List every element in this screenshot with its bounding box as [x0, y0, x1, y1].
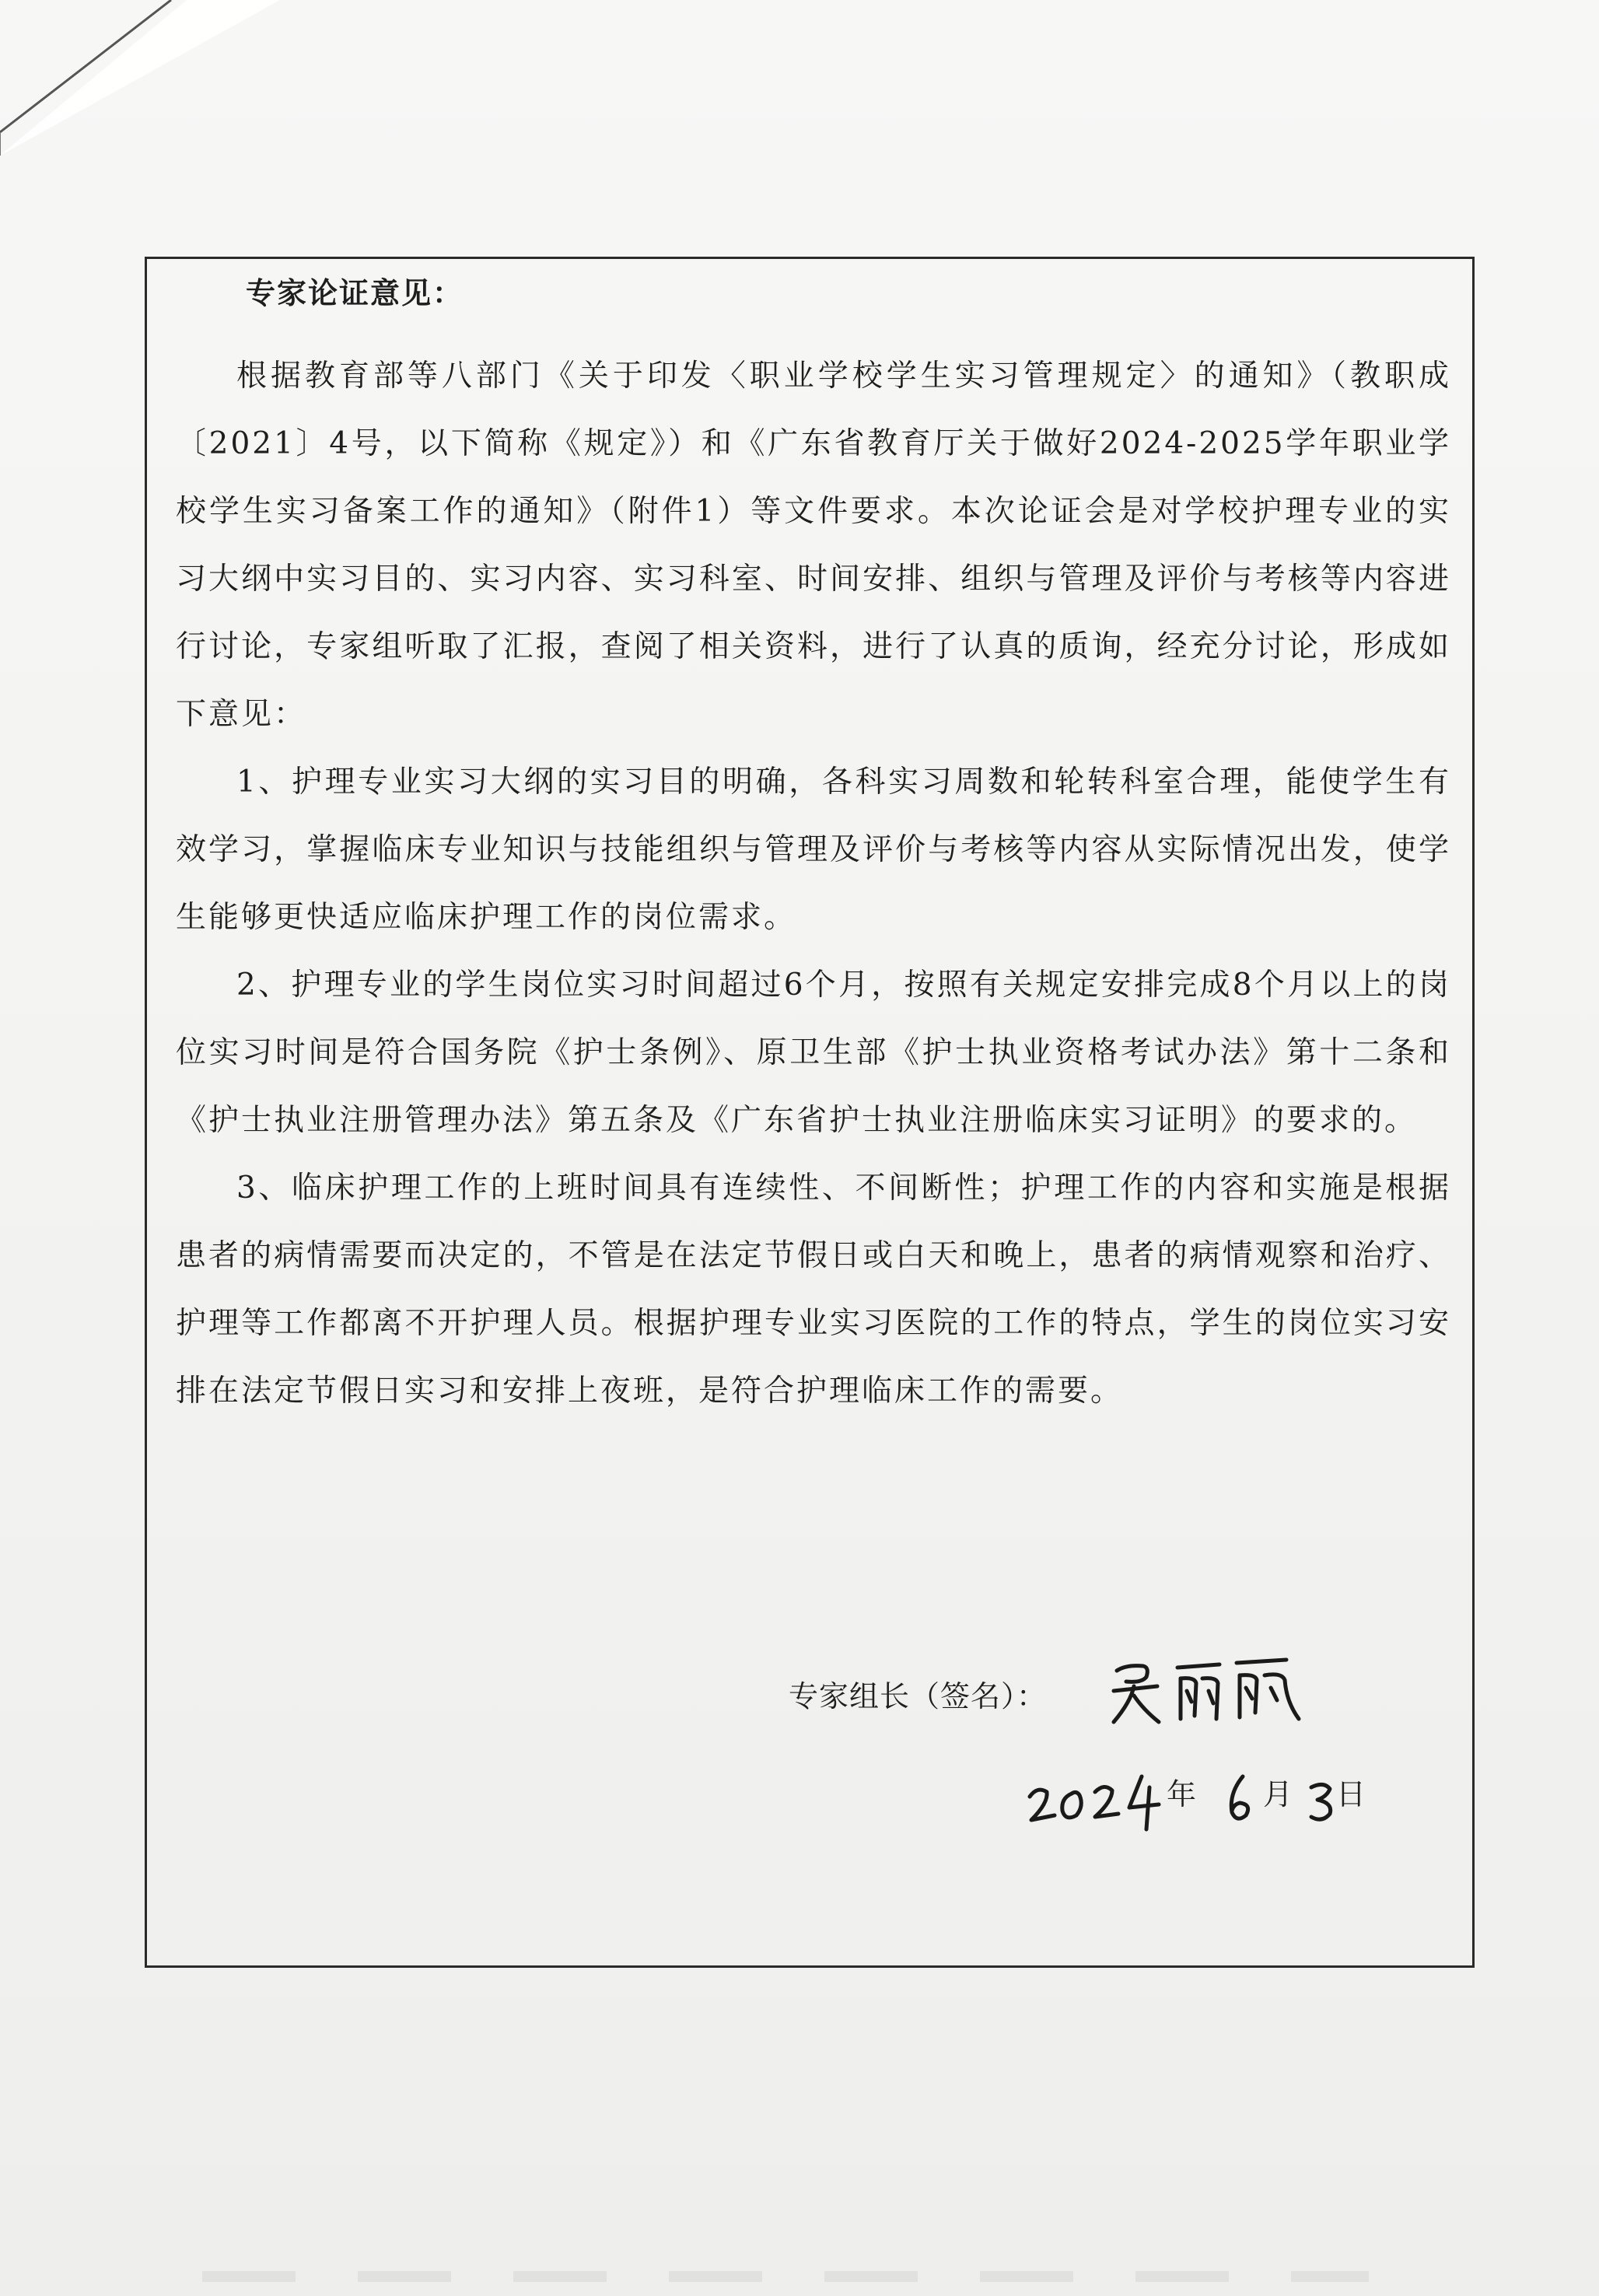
date-month-unit: 月: [1263, 1777, 1293, 1811]
date-day-unit: 日: [1336, 1777, 1366, 1811]
bleed-through-marks: [202, 2271, 1369, 2282]
opinion-paragraph-2: 2、护理专业的学生岗位实习时间超过6个月，按照有关规定安排完成8个月以上的岗位实习时间是符合国务院《护士条例》、原卫生部《护士执业资格考试办法》第十二条和《护士执业注册管理办法》第五条及《广东省护士执业注册临床实习证明》的要求的。: [176, 968, 1451, 1138]
opinion-paragraph-1: 1、护理专业实习大纲的实习目的明确，各科实习周数和轮转科室合理，能使学生有效学习，掌握临床专业知识与技能组织与管理及评价与考核等内容从实际情况出发，使学生能够更快适应临床护理工作的岗位需求。: [176, 765, 1451, 935]
opinion-paragraph-intro: 根据教育部等八部门《关于印发〈职业学校学生实习管理规定〉的通知》（教职成〔2021〕4号，以下简称《规定》）和《广东省教育厅关于做好2024-2025学年职业学校学生实习备案工作的通知》（附件1）等文件要求。本次论证会是对学校护理专业的实习大纲中实习目的、实习内容、实习科室、时间安排、组织与管理及评价与考核等内容进行讨论，专家组听取了汇报，查阅了相关资料，进行了认真的质询，经充分讨论，形成如下意见：: [176, 359, 1451, 732]
date-year-unit: 年: [1167, 1777, 1197, 1811]
signature-label: 专家组长（签名）：: [789, 1679, 1048, 1713]
signing-date: [1025, 1748, 1367, 1834]
handwritten-signature: [1103, 1647, 1321, 1733]
opinion-body: [176, 342, 1451, 1425]
opinion-paragraph-3: 3、临床护理工作的上班时间具有连续性、不间断性；护理工作的内容和实施是根据患者的病情需要而决定的，不管是在法定节假日或白天和晚上，患者的病情观察和治疗、护理等工作都离不开护理人员。根据护理专业实习医院的工作的特点，学生的岗位实习安排在法定节假日实习和安排上夜班，是符合护理临床工作的需要。: [176, 1171, 1451, 1409]
opinion-heading: 专家论证意见：: [246, 275, 464, 310]
page-corner-fold: [0, 0, 280, 156]
